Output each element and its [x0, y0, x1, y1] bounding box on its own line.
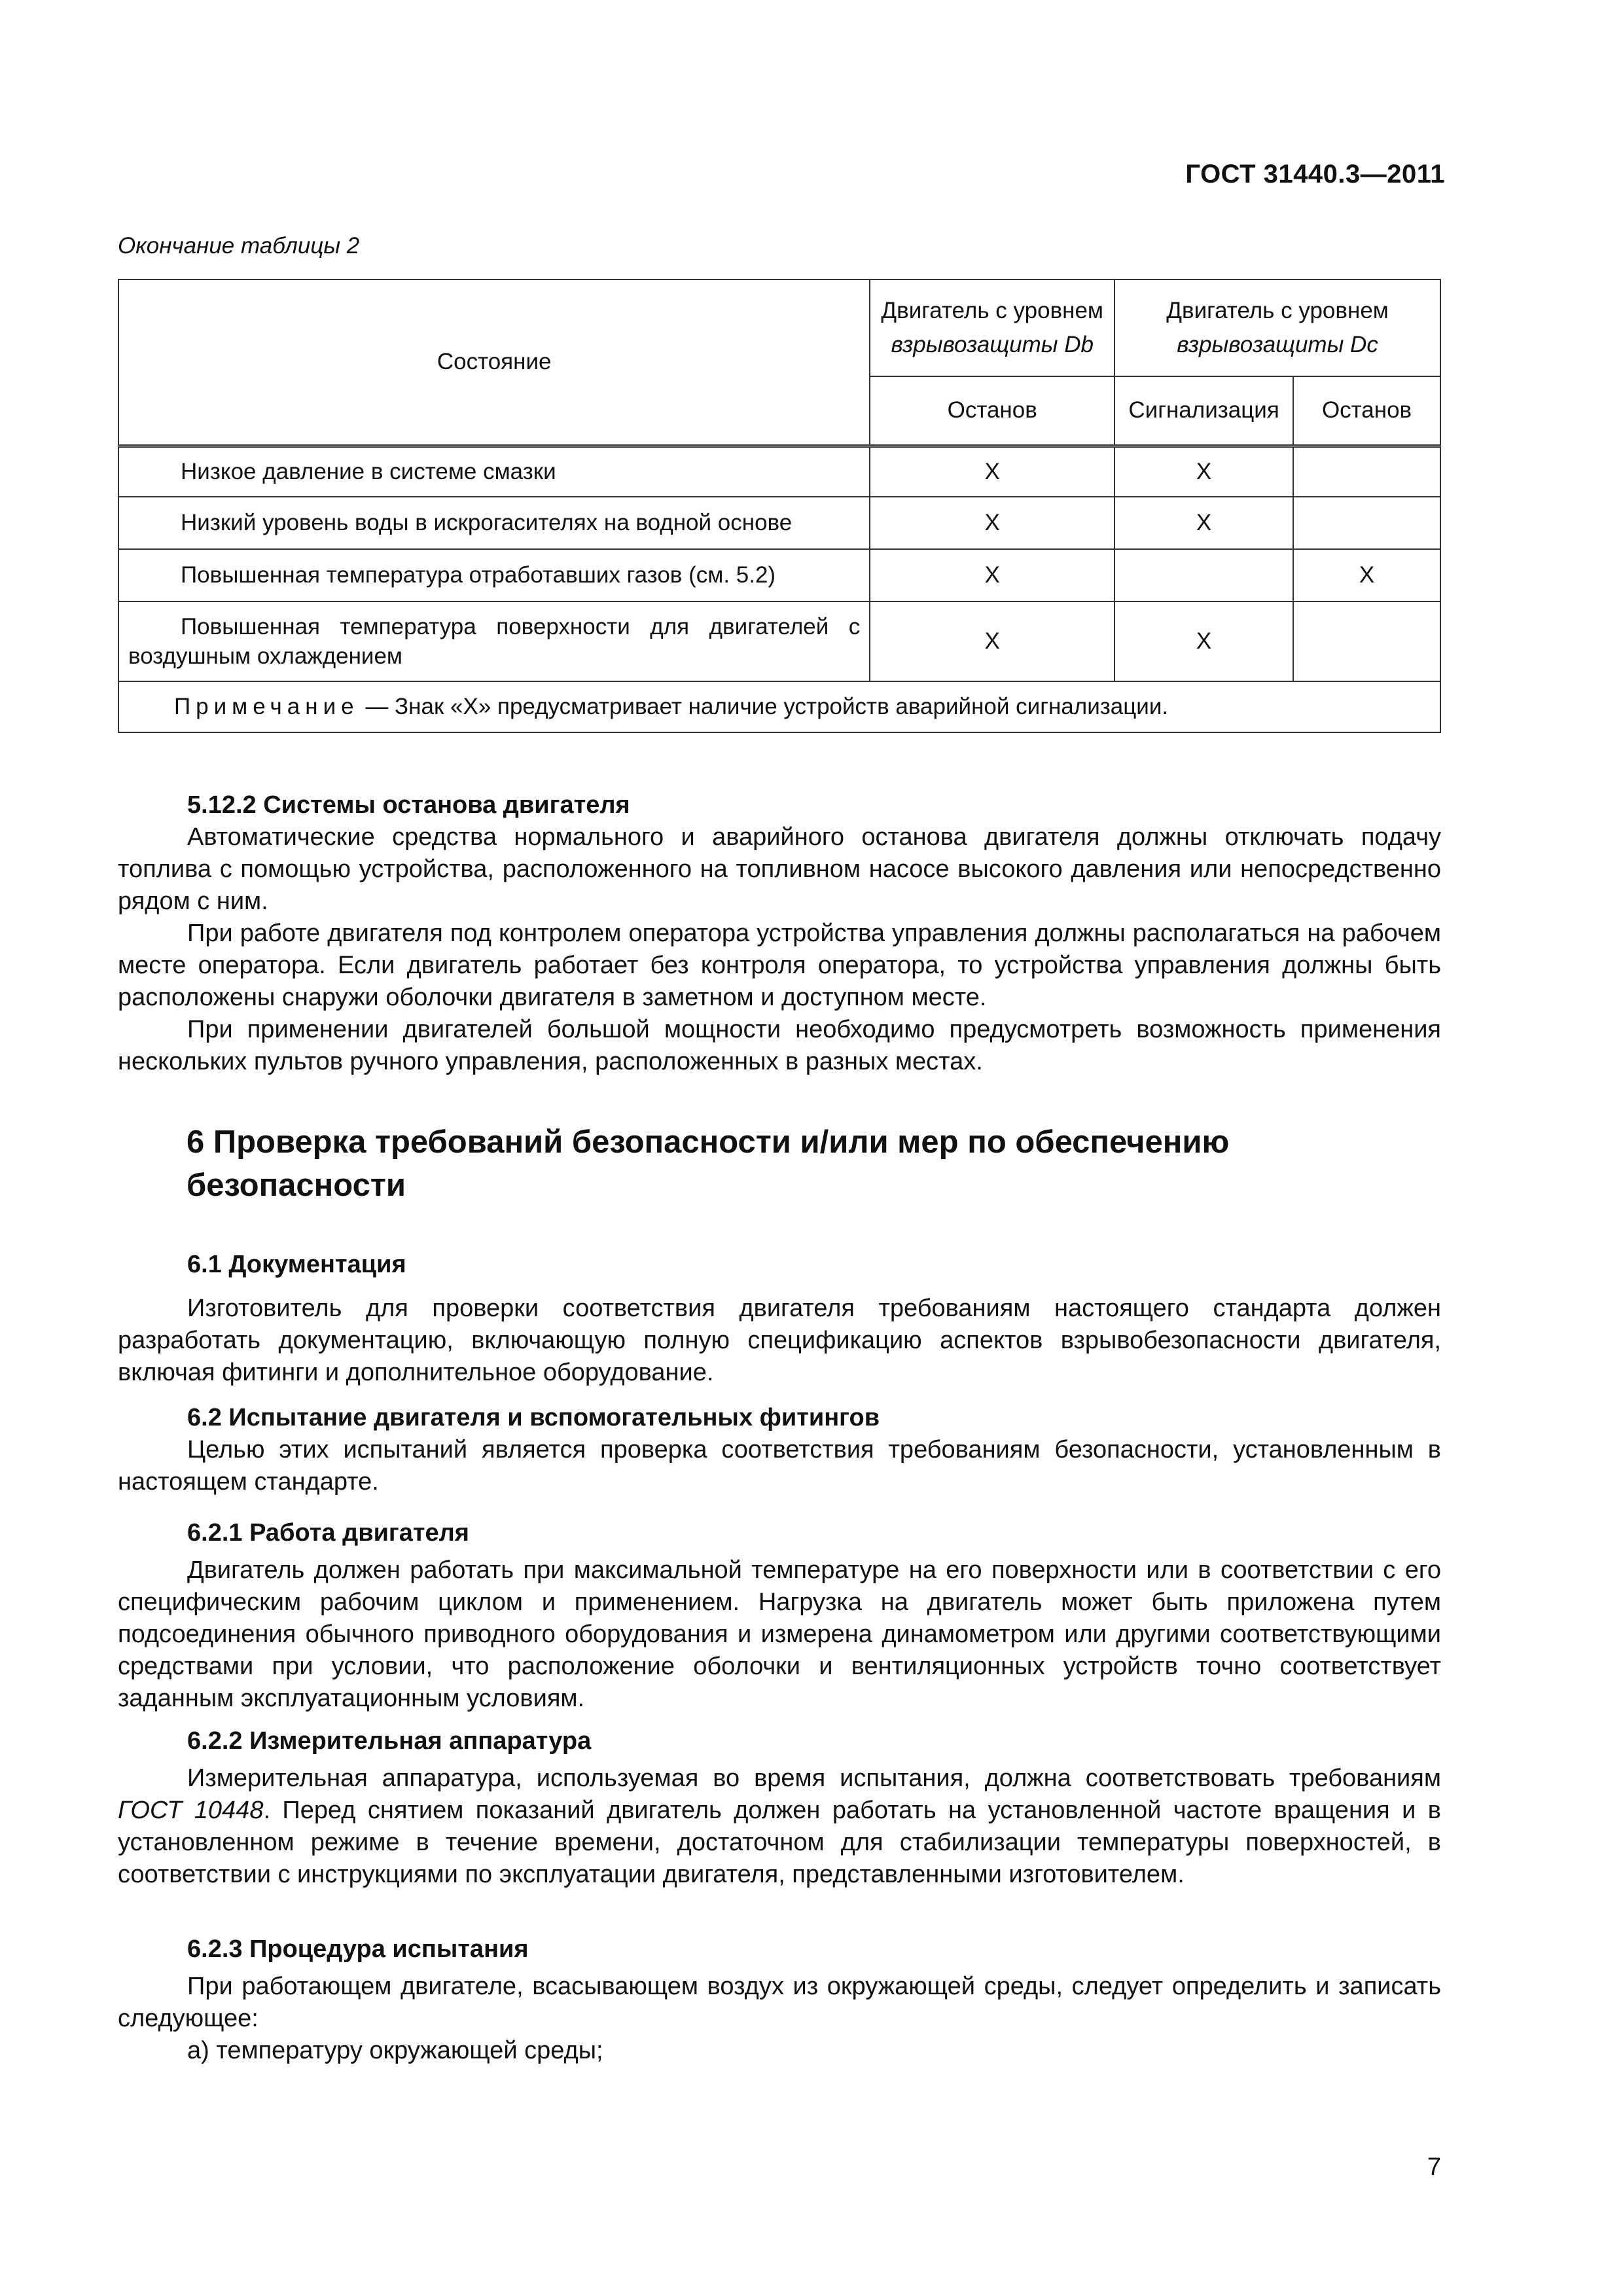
- text-span: . Перед снятием показаний двигатель должен работать на установленной частоте вращения и в установленном режиме в течение времени, достаточном для стабилизации температуры поверхностей, в соответствии с инструкциями по эксплуатации двигателя, представленными изготовителем.: [118, 1797, 1441, 1888]
- document-id: ГОСТ 31440.3—2011: [1185, 160, 1445, 188]
- paragraph: Изготовитель для проверки соответствия двигателя требованиям настоящего стандарта должен разработать документацию, включающую полную спецификацию аспектов взрывобезопасности двигателя, включая фитинги и дополнительное оборудование.: [118, 1295, 1441, 1386]
- section-6-2-3: [118, 1933, 1441, 2067]
- table-note: [118, 681, 1440, 732]
- col-dc-stop: Останов: [1293, 376, 1440, 446]
- table-row: [118, 601, 1440, 681]
- row-db-stop: X: [870, 601, 1115, 681]
- section-6-heading: 6 Проверка требований безопасности и/или мер по обеспечению безопасности: [187, 1124, 1230, 1203]
- paragraph: При работе двигателя под контролем оператора устройства управления должны располагаться на рабочем месте оператора. Если двигатель работает без контроля оператора, то устройства управления должны быть расположены снаружи оболочки двигателя в заметном и доступном месте.: [118, 920, 1441, 1011]
- text-span: Измерительная аппаратура, используемая во время испытания, должна соответствовать требованиям: [187, 1765, 1441, 1792]
- row-condition: Повышенная температура отработавших газов (см. 5.2): [118, 549, 870, 601]
- row-db-stop: X: [870, 549, 1115, 601]
- col-group-dc: [1115, 279, 1440, 376]
- section-heading: 6.2.1 Работа двигателя: [187, 1519, 469, 1547]
- col-dc-alarm: Сигнализация: [1115, 376, 1293, 446]
- note-label: Примечание: [174, 694, 359, 719]
- paragraph: При применении двигателей большой мощности необходимо предусмотреть возможность применения нескольких пультов ручного управления, расположенных в разных местах.: [118, 1016, 1441, 1075]
- standard-reference: ГОСТ 10448: [118, 1797, 264, 1824]
- table-row: [118, 549, 1440, 601]
- table-2: [118, 279, 1441, 733]
- table-row: [118, 446, 1440, 497]
- section-6-2: [118, 1402, 1441, 1498]
- page-number: 7: [1427, 2153, 1441, 2181]
- list-item: а) температуру окружающей среды;: [187, 2037, 603, 2064]
- section-6-1: [118, 1249, 1441, 1389]
- paragraph: [118, 1763, 1441, 1891]
- col-group-db: [870, 279, 1115, 376]
- section-6-2-1: [118, 1517, 1441, 1715]
- section-5-12-2: [118, 789, 1441, 1078]
- col-group-dc-prefix: Двигатель с уровнем: [1166, 297, 1389, 323]
- row-condition: Низкое давление в системе смазки: [118, 446, 870, 497]
- row-dc-alarm: X: [1115, 446, 1293, 497]
- row-dc-stop: [1293, 497, 1440, 549]
- section-6-2-2: [118, 1725, 1441, 1891]
- row-db-stop: X: [870, 497, 1115, 549]
- section-heading: 6.2 Испытание двигателя и вспомогательных фитингов: [187, 1404, 880, 1431]
- table-note-row: [118, 681, 1440, 732]
- row-dc-stop: [1293, 446, 1440, 497]
- row-db-stop: X: [870, 446, 1115, 497]
- section-heading: 6.2.2 Измерительная аппаратура: [187, 1727, 592, 1755]
- col-group-dc-suffix: взрывозащиты Dc: [1177, 332, 1378, 357]
- row-dc-alarm: [1115, 549, 1293, 601]
- col-group-db-prefix: Двигатель с уровнем: [881, 297, 1103, 323]
- section-heading: 6.1 Документация: [187, 1251, 406, 1278]
- paragraph: Целью этих испытаний является проверка соответствия требованиям безопасности, установленным в настоящем стандарте.: [118, 1436, 1441, 1496]
- row-dc-stop: X: [1293, 549, 1440, 601]
- paragraph: Двигатель должен работать при максимальной температуре на его поверхности или в соответствии с его специфическим рабочим циклом и применением. Нагрузка на двигатель может быть приложена путем подсоединения обычного приводного оборудования и измерена динамометром или другими соответствующими средствами при условии, что расположение оболочки и вентиляционных устройств точно соответствует заданным эксплуатационным условиям.: [118, 1556, 1441, 1712]
- row-dc-alarm: X: [1115, 497, 1293, 549]
- row-condition: Повышенная температура поверхности для двигателей с воздушным охлаждением: [118, 601, 870, 681]
- section-heading: 6.2.3 Процедура испытания: [187, 1935, 529, 1963]
- row-dc-stop: [1293, 601, 1440, 681]
- paragraph: Автоматические средства нормального и аварийного останова двигателя должны отключать подачу топлива с помощью устройства, расположенного на топливном насосе высокого давления или непосредственно рядом с ним.: [118, 823, 1441, 915]
- table-header-row: [118, 279, 1440, 376]
- table-row: [118, 497, 1440, 549]
- section-heading: 5.12.2 Системы останова двигателя: [187, 791, 630, 819]
- row-condition: Низкий уровень воды в искрогасителях на водной основе: [118, 497, 870, 549]
- row-dc-alarm: X: [1115, 601, 1293, 681]
- table-caption: Окончание таблицы 2: [118, 233, 360, 259]
- col-group-db-suffix: взрывозащиты Db: [891, 332, 1094, 357]
- paragraph: При работающем двигателе, всасывающем воздух из окружающей среды, следует определить и записать следующее:: [118, 1973, 1441, 2032]
- note-text: — Знак «X» предусматривает наличие устройств аварийной сигнализации.: [359, 694, 1169, 719]
- col-state: Состояние: [118, 279, 870, 446]
- col-db-stop: Останов: [870, 376, 1115, 446]
